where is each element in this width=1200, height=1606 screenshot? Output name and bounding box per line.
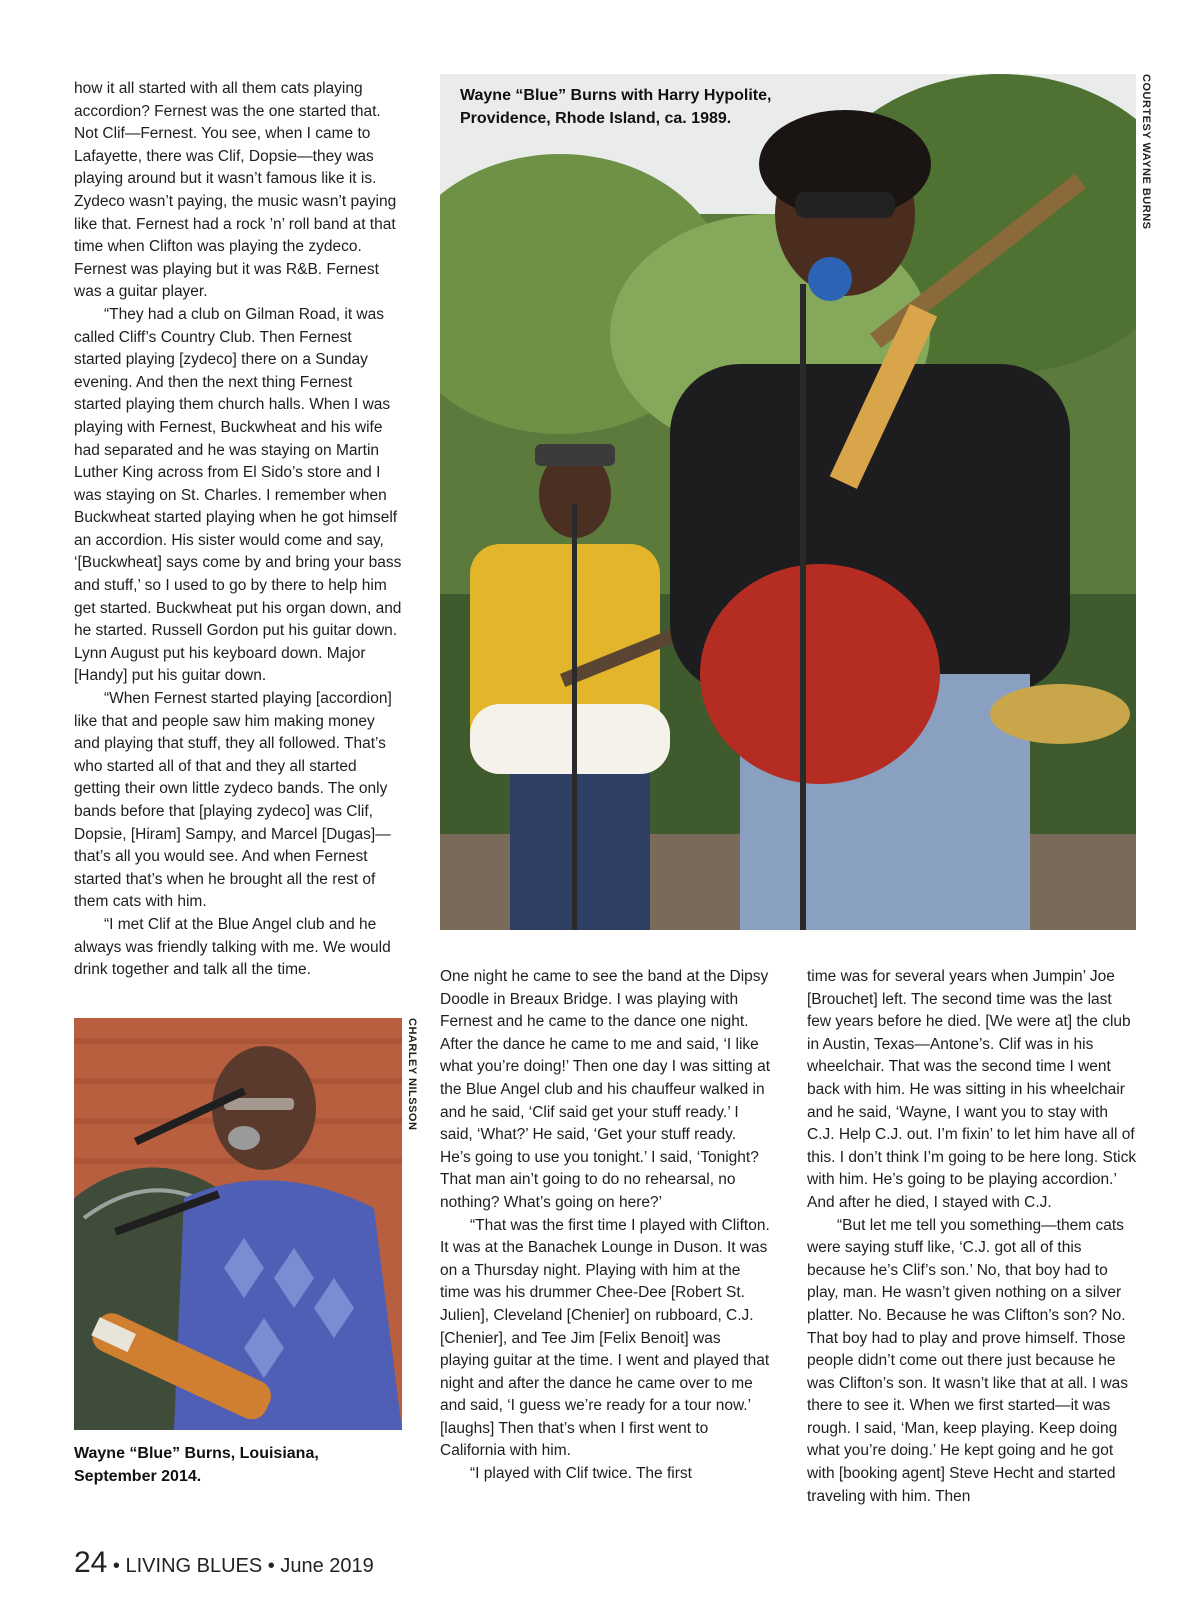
small-photo-credit: CHARLEY NILSSON bbox=[406, 1018, 418, 1131]
column-2 bbox=[440, 966, 770, 1486]
publication-name: LIVING BLUES bbox=[125, 1555, 263, 1577]
paragraph: “I met Clif at the Blue Angel club and he always was friendly talking with me. We would drink together and talk all the time. bbox=[74, 915, 391, 979]
paragraph: “That was the first time I played with Clifton. It was at the Banachek Lounge in Duson. It was on a Thursday night. Playing with him at the time was his drummer Chee-Dee [Robert St. Julien], Cleveland [Chenier] on rubboard, C.J. [Chenier], and Tee Jim [Felix Benoit] was playing guitar at the time. I went and played that night and after the dance he came over to me and said, ‘I guess we’re ready for a tour now.’ [laughs] Then that’s when I first went to California with him. bbox=[440, 1216, 770, 1460]
column-3 bbox=[807, 966, 1137, 1508]
page-number: 24 bbox=[74, 1546, 108, 1579]
performer-photo-illustration bbox=[74, 1018, 402, 1430]
paragraph: how it all started with all them cats playing accordion? Fernest was the one started that. Not Clif—Fernest. You see, when I came to Lafayette, there was Clif, Dopsie—they was playing around but it wasn’t famous like it is. Zydeco wasn’t paying, the music wasn’t paying like that. Fernest had a rock ’n’ roll band at that time when Clifton was playing the zydeco. Fernest was playing but it was R&B. Fernest was a guitar player. bbox=[74, 80, 397, 301]
main-photo-credit: COURTESY WAYNE BURNS bbox=[1140, 74, 1152, 230]
small-photo-caption: Wayne “Blue” Burns, Louisiana, September 2014. bbox=[74, 1445, 319, 1485]
paragraph: One night he came to see the band at the Dipsy Doodle in Breaux Bridge. I was playing with Fernest and he came to the dance one night. After the dance he came to me and said, ‘I like what you’re doing!’ Then one day I was sitting at the Blue Angel club and his chauffeur walked in and he said, ‘Clif said get your stuff ready.’ I said, ‘What?’ He said, ‘Get your stuff ready. He’s going to use you tonight.’ I said, ‘Tonight? That man ain’t going to do no rehearsal, no nothing? What’s going on here?’ bbox=[440, 968, 771, 1211]
paragraph: time was for several years when Jumpin’ Joe [Brouchet] left. The second time was the last few years before he died. [We were at] the club in Austin, Texas—Antone’s. Clif was in his wheelchair. That was the second time I went back with him. He was sitting in his wheelchair and he said, ‘Wayne, I want you to stay with C.J. Help C.J. out. I’m fixin’ to let him have all of this. I don’t think I’m going to be here long. Stick with him. He’s going to be playing accordion.’ And after he died, I stayed with C.J. bbox=[807, 968, 1137, 1211]
column-1 bbox=[74, 78, 402, 982]
small-photo bbox=[74, 1018, 402, 1430]
footer-separator: • bbox=[262, 1555, 281, 1577]
main-photo-caption: Wayne “Blue” Burns with Harry Hypolite, Providence, Rhode Island, ca. 1989. bbox=[460, 87, 772, 127]
paragraph: “But let me tell you something—them cats were saying stuff like, ‘C.J. got all of this because he’s Clif’s son.’ No, that boy had to play, man. He wasn’t given nothing on a silver platter. No. Because he was Clifton’s son? No. That boy had to play and prove himself. Those people didn’t come out there just because he was Clifton’s son. It wasn’t like that at all. I was there to see it. When we first started—it was rough. I said, ‘Man, keep playing. Keep doing what you’re doing.’ He kept going and he got with [booking agent] Steve Hecht and started traveling with him. Then bbox=[807, 1216, 1129, 1505]
issue-date: June 2019 bbox=[280, 1555, 374, 1577]
paragraph: “They had a club on Gilman Road, it was called Cliff’s Country Club. Then Fernest started playing [zydeco] there on a Sunday evening. And then the next thing Fernest started playing them church halls. When I was playing with Fernest, Buckwheat and his wife had separated and he was staying on Martin Luther King across from El Sido’s store and I was staying on St. Charles. I remember when Buckwheat started playing when he got himself an accordion. His sister would come and say, ‘[Buckwheat] says come by and bring your bass and stuff,’ so I used to go by there to help him get started. Buckwheat put his organ down, and he started. Russell Gordon put his guitar down. Lynn August put his keyboard down. Major [Handy] put his guitar down. bbox=[74, 305, 402, 685]
paragraph: “When Fernest started playing [accordion] like that and people saw him making money and playing that stuff, they all followed. That’s who started all of that and they all started getting their own little zydeco bands. The only bands before that [playing zydeco] was Clif, Dopsie, [Hiram] Sampy, and Marcel [Dugas]—that’s all you would see. And when Fernest started that’s when he brought all the rest of them cats with him. bbox=[74, 690, 392, 911]
concert-photo-illustration bbox=[440, 74, 1136, 930]
footer-separator: • bbox=[107, 1555, 126, 1577]
page-footer bbox=[74, 1546, 374, 1580]
main-photo bbox=[440, 74, 1136, 930]
paragraph: “I played with Clif twice. The first bbox=[470, 1465, 692, 1483]
